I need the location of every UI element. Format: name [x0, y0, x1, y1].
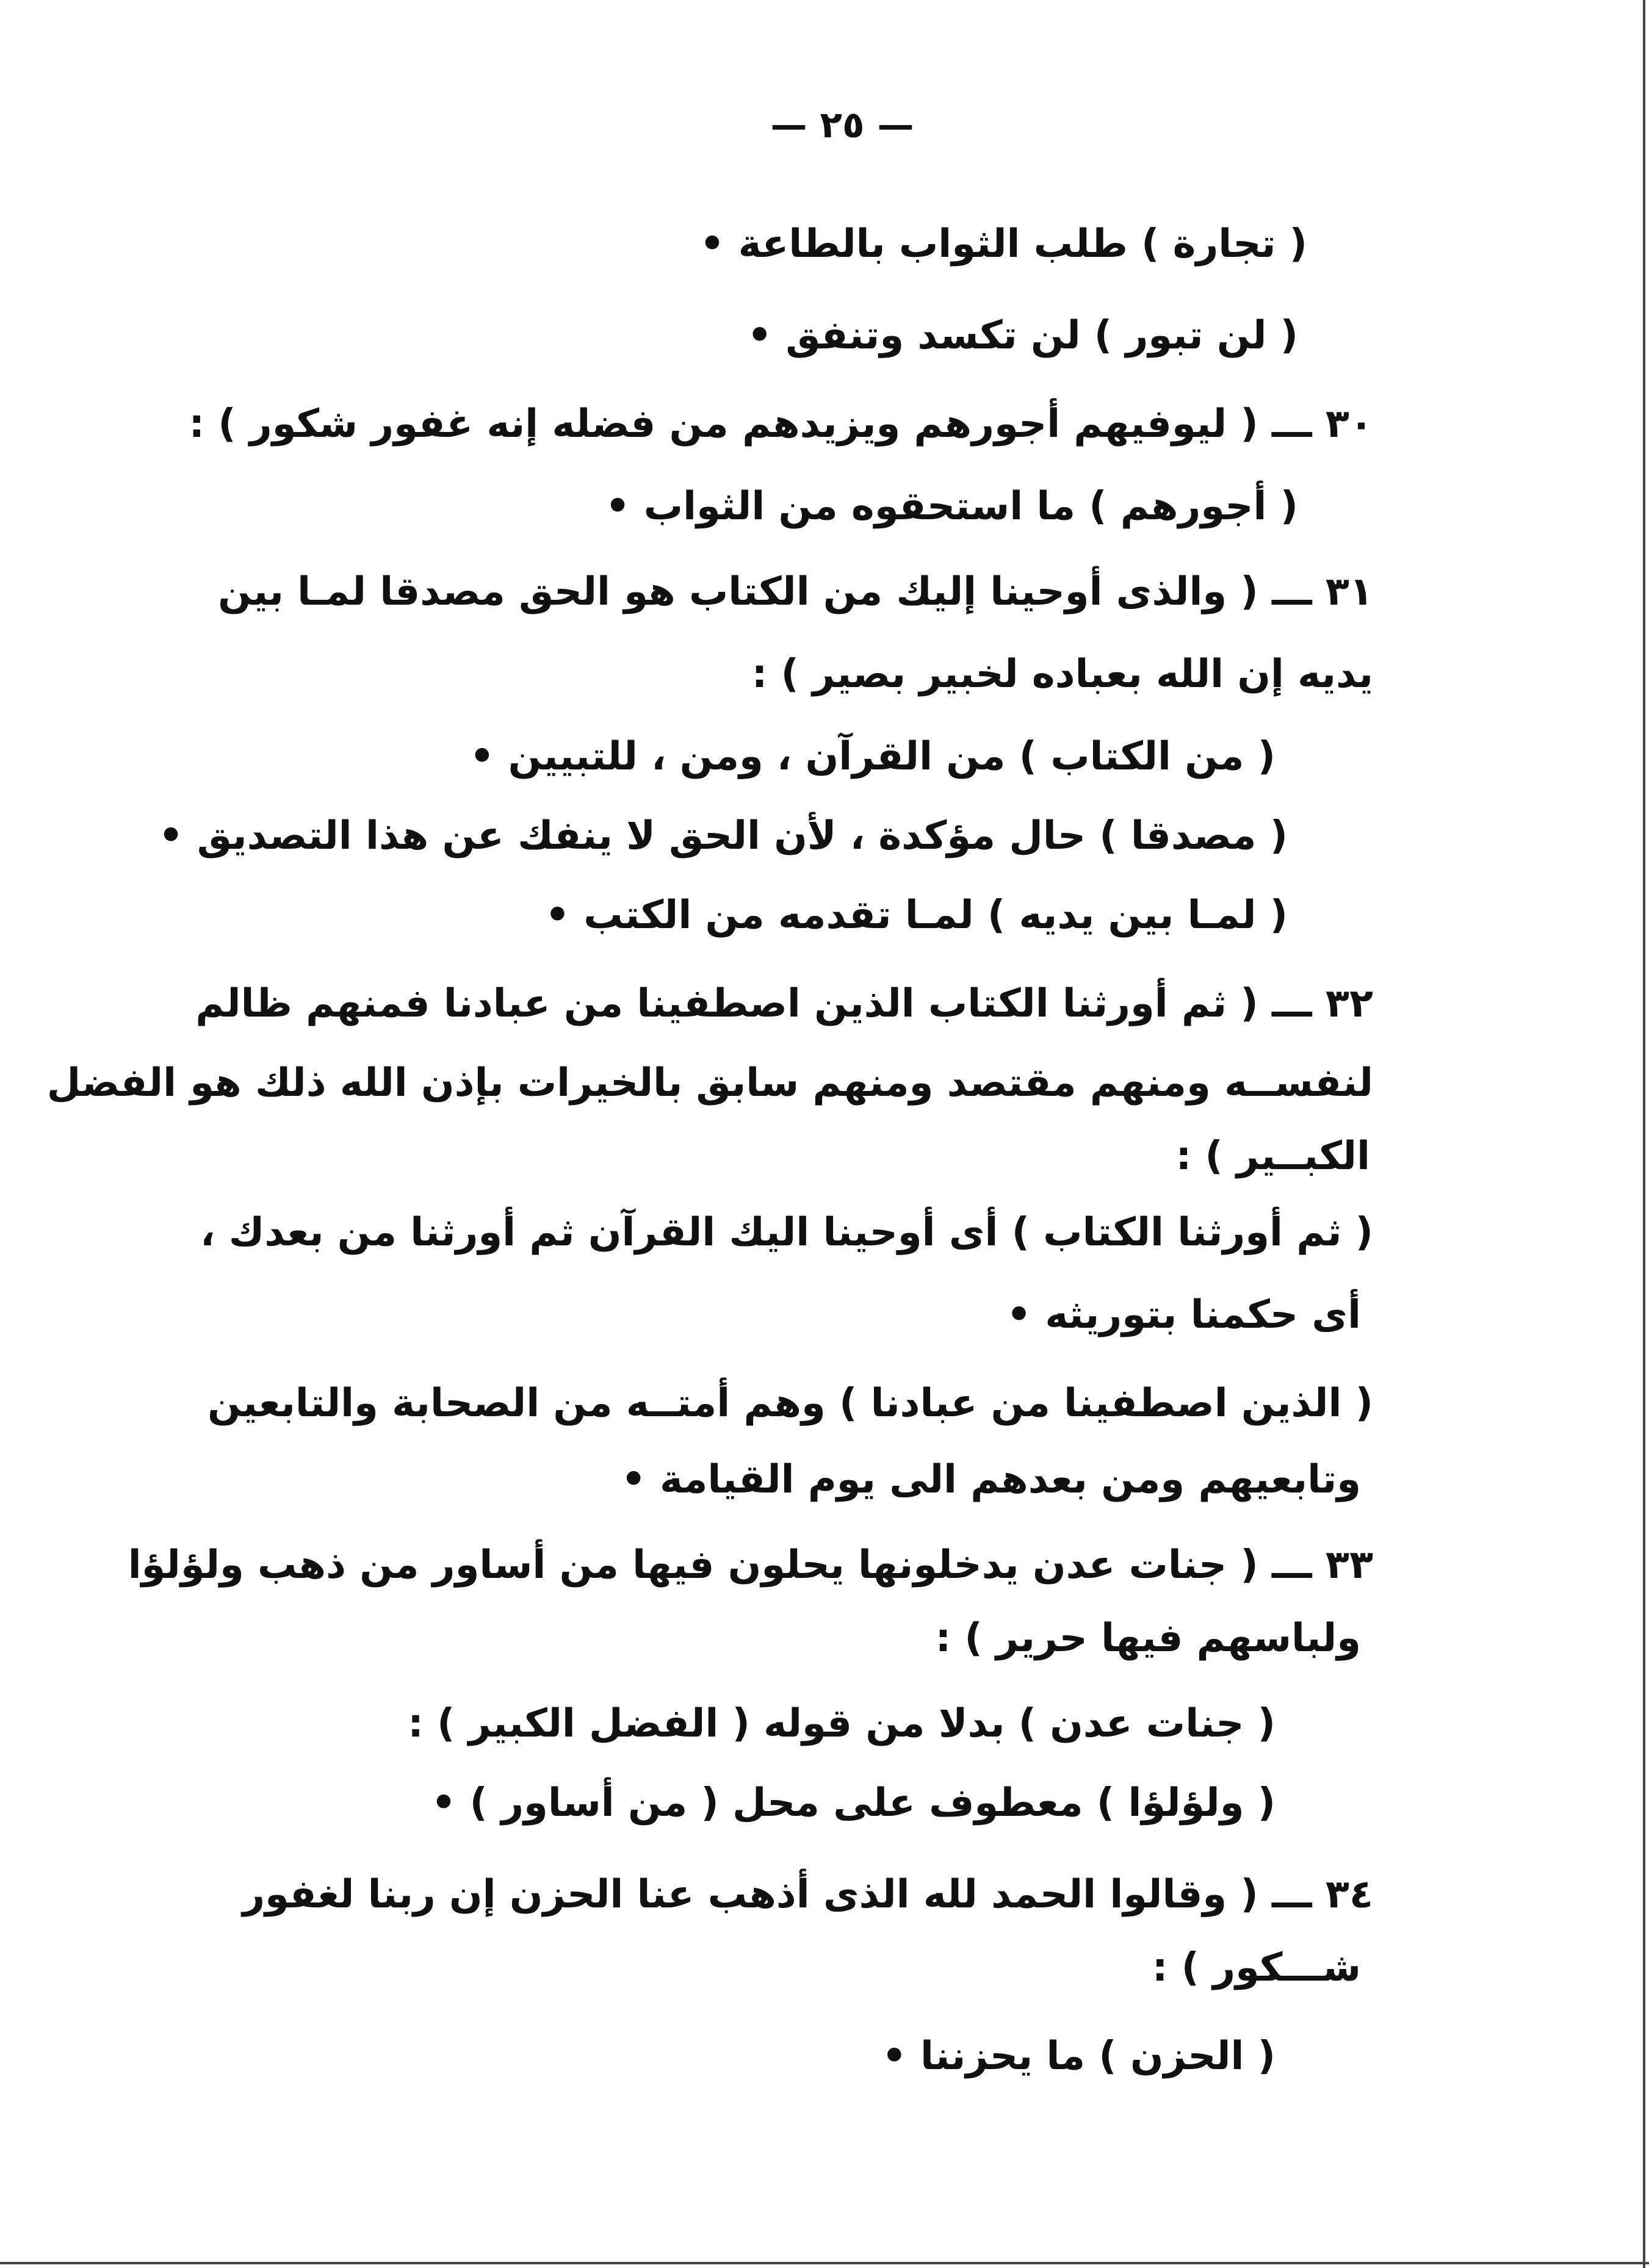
text-line: ( من الكتاب ) من القرآن ، ومن ، للتبيين • — [469, 734, 1276, 779]
text-line: ٣٣ ـــ ( جنات عدن يدخلونها يحلون فيها من أساور من ذهب ولؤلؤا — [128, 1543, 1373, 1588]
text-line: ( لن تبور ) لن تكسد وتنفق • — [747, 313, 1298, 358]
text-line: ٣١ ـــ ( والذى أوحينا إليك من الكتاب هو الحق مصدقا لمـا بين — [218, 569, 1373, 614]
text-line: الكبــير ) : — [1175, 1134, 1370, 1179]
text-line: ٣٠ ـــ ( ليوفيهم أجورهم ويزيدهم من فضله إنه غفور شكور ) : — [189, 401, 1373, 447]
text-line: وتابعيهم ومن بعدهم الى يوم القيامة • — [621, 1457, 1361, 1502]
text-line: ( الحزن ) ما يحزننا • — [881, 2034, 1276, 2079]
page-number: — ٢٥ — — [770, 104, 914, 146]
text-line: ( أجورهم ) ما استحقوه من الثواب • — [605, 484, 1298, 529]
text-line: ولباسهم فيها حرير ) : — [935, 1616, 1361, 1661]
text-line: ٣٢ ـــ ( ثم أورثنا الكتاب الذين اصطفينا من عبادنا فمنهم ظالم — [195, 981, 1373, 1026]
text-line: ( لمـا بين يديه ) لمـا تقدمه من الكتب • — [545, 893, 1288, 938]
text-line: ( جنات عدن ) بدلا من قوله ( الفضل الكبير ) : — [408, 1701, 1276, 1746]
text-line: ( مصدقا ) حال مؤكدة ، لأن الحق لا ينفك عن هذا التصديق • — [158, 813, 1288, 859]
text-line: يديه إن الله بعباده لخبير بصير ) : — [751, 652, 1373, 697]
page-border-bottom — [0, 2262, 1649, 2264]
text-line: ( الذين اصطفينا من عبادنا ) وهم أمتــه من الصحابة والتابعين — [207, 1381, 1373, 1426]
page-border-right — [1643, 0, 1645, 2268]
text-line: ( تجارة ) طلب الثواب بالطاعة • — [699, 221, 1307, 267]
text-line: أى حكمنا بتوريثه • — [1006, 1292, 1361, 1337]
text-line: ( ولؤلؤا ) معطوف على محل ( من أساور ) • — [431, 1780, 1276, 1826]
text-line: ٣٤ ـــ ( وقالوا الحمد لله الذى أذهب عنا الحزن إن ربنا لغفور — [242, 1872, 1373, 1917]
text-line: شـــكور ) : — [1152, 1945, 1361, 1990]
text-line: ( ثم أورثنا الكتاب ) أى أوحينا اليك القرآن ثم أورثنا من بعدك ، — [200, 1210, 1373, 1255]
text-line: لنفســه ومنهم مقتصد ومنهم سابق بالخيرات بإذن الله ذلك هو الفضل — [46, 1060, 1373, 1106]
